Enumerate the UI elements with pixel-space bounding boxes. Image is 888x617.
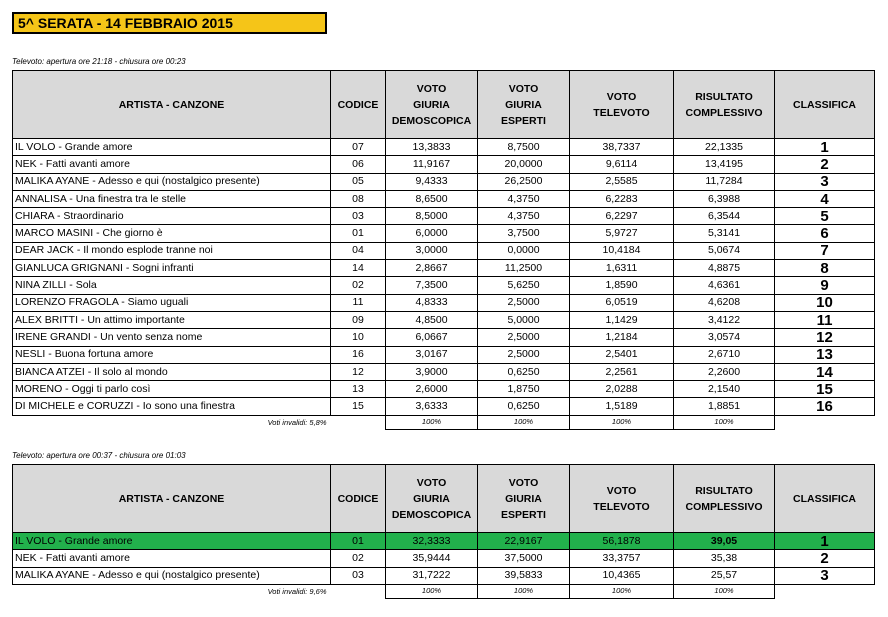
song-title: - Adesso e qui (nostalgico presente): [89, 569, 260, 582]
demo-pct: 100%: [386, 415, 478, 429]
artist-song-cell: [13, 567, 331, 584]
result-cell: 6,3544: [674, 208, 775, 225]
demo-vote-cell: 8,6500: [386, 190, 478, 207]
televote-cell: 56,1878: [570, 533, 674, 550]
rank-cell: 6: [775, 225, 875, 242]
artist-name: BIANCA ATZEI: [15, 365, 85, 378]
code-cell: 07: [331, 139, 386, 156]
demo-vote-cell: 11,9167: [386, 156, 478, 173]
song-title: - Un vento senza nome: [90, 330, 203, 343]
result-cell: 2,6710: [674, 346, 775, 363]
table-row: [13, 173, 875, 190]
demo-vote-cell: 2,6000: [386, 381, 478, 398]
result-cell: 2,2600: [674, 363, 775, 380]
artist-name: DI MICHELE e CORUZZI: [15, 400, 134, 413]
table-row: [13, 260, 875, 277]
code-cell: 04: [331, 242, 386, 259]
song-title: - Siamo uguali: [118, 296, 189, 309]
artist-song-cell: [13, 363, 331, 380]
experts-vote-cell: 37,5000: [478, 550, 570, 567]
footer-spacer: [775, 584, 875, 598]
demo-pct: 100%: [386, 584, 478, 598]
table-row: [13, 567, 875, 584]
header-experts: VOTO GIURIA ESPERTI: [478, 465, 570, 533]
demo-vote-cell: 2,8667: [386, 260, 478, 277]
rank-cell: 10: [775, 294, 875, 311]
artist-song-cell: [13, 311, 331, 328]
header-rank: CLASSIFICA: [775, 465, 875, 533]
artist-name: ALEX BRITTI: [15, 313, 79, 326]
code-cell: 13: [331, 381, 386, 398]
header-row: [13, 465, 875, 533]
experts-vote-cell: 0,6250: [478, 398, 570, 415]
code-cell: 16: [331, 346, 386, 363]
table-row: [13, 242, 875, 259]
televote-cell: 10,4184: [570, 242, 674, 259]
code-cell: 06: [331, 156, 386, 173]
result-cell: 4,6361: [674, 277, 775, 294]
song-title: - Il solo al mondo: [84, 365, 168, 378]
artist-song-cell: [13, 329, 331, 346]
song-title: - Sola: [66, 279, 97, 292]
result-cell: 5,0674: [674, 242, 775, 259]
table-row: [13, 381, 875, 398]
code-cell: 15: [331, 398, 386, 415]
header-result: RISULTATO COMPLESSIVO: [674, 465, 775, 533]
artist-name: MALIKA AYANE: [15, 569, 90, 582]
song-title: - Grande amore: [55, 534, 133, 547]
song-title: - Adesso e qui (nostalgico presente): [89, 175, 260, 188]
table-row: [13, 398, 875, 415]
code-cell: 10: [331, 329, 386, 346]
artist-name: IL VOLO: [15, 140, 56, 153]
header-code: CODICE: [331, 465, 386, 533]
song-title: - Il mondo esplode tranne noi: [73, 244, 213, 257]
rank-cell: 2: [775, 156, 875, 173]
artist-song-cell: [13, 260, 331, 277]
experts-vote-cell: 8,7500: [478, 139, 570, 156]
experts-vote-cell: 2,5000: [478, 294, 570, 311]
artist-song-cell: [13, 294, 331, 311]
demo-vote-cell: 35,9444: [386, 550, 478, 567]
table-row: [13, 277, 875, 294]
tele-pct: 100%: [570, 415, 674, 429]
song-title: - Oggi ti parlo così: [62, 382, 151, 395]
result-cell: 35,38: [674, 550, 775, 567]
experts-vote-cell: 0,6250: [478, 363, 570, 380]
televote-cell: 1,8590: [570, 277, 674, 294]
televote-cell: 38,7337: [570, 139, 674, 156]
artist-song-cell: [13, 533, 331, 550]
rank-cell: 2: [775, 550, 875, 567]
result-cell: 3,4122: [674, 311, 775, 328]
artist-song-cell: [13, 242, 331, 259]
table-row: [13, 190, 875, 207]
song-title: - Fatti avanti amore: [36, 157, 130, 170]
song-title: - Una finestra tra le stelle: [66, 192, 186, 205]
artist-name: NEK: [15, 551, 37, 564]
artist-song-cell: [13, 156, 331, 173]
televote-cell: 10,4365: [570, 567, 674, 584]
rank-cell: 4: [775, 190, 875, 207]
invalid-votes: Voti invalidi: 5,8%: [267, 417, 327, 427]
televote-note-2: Televoto: apertura ore 00:37 - chiusura ore 01:03: [12, 451, 186, 460]
experts-vote-cell: 22,9167: [478, 533, 570, 550]
artist-song-cell: [13, 346, 331, 363]
song-title: - Fatti avanti amore: [36, 551, 130, 564]
table-row: [13, 225, 875, 242]
rank-cell: 3: [775, 173, 875, 190]
demo-vote-cell: 13,3833: [386, 139, 478, 156]
footer-spacer: [775, 415, 875, 429]
code-cell: 01: [331, 225, 386, 242]
header-code: CODICE: [331, 71, 386, 139]
demo-vote-cell: 6,0000: [386, 225, 478, 242]
footer-row: [13, 584, 875, 598]
invalid-votes: Voti invalidi: 9,6%: [267, 586, 327, 596]
televote-cell: 1,2184: [570, 329, 674, 346]
artist-name: MORENO: [15, 382, 63, 395]
demo-vote-cell: 7,3500: [386, 277, 478, 294]
experts-vote-cell: 4,3750: [478, 208, 570, 225]
table-row: [13, 550, 875, 567]
code-cell: 09: [331, 311, 386, 328]
televote-cell: 9,6114: [570, 156, 674, 173]
televote-cell: 6,0519: [570, 294, 674, 311]
experts-vote-cell: 3,7500: [478, 225, 570, 242]
tele-pct: 100%: [570, 584, 674, 598]
artist-name: MARCO MASINI: [15, 227, 94, 240]
artist-name: LORENZO FRAGOLA: [15, 296, 119, 309]
result-cell: 39,05: [674, 533, 775, 550]
demo-vote-cell: 8,5000: [386, 208, 478, 225]
result-cell: 22,1335: [674, 139, 775, 156]
televote-cell: 1,1429: [570, 311, 674, 328]
experts-vote-cell: 0,0000: [478, 242, 570, 259]
footer-spacer: [331, 415, 386, 429]
demo-vote-cell: 3,0167: [386, 346, 478, 363]
header-artist: ARTISTA - CANZONE: [13, 465, 331, 533]
televote-cell: 2,2561: [570, 363, 674, 380]
demo-vote-cell: 3,6333: [386, 398, 478, 415]
televote-cell: 33,3757: [570, 550, 674, 567]
results-table-2: [12, 464, 875, 599]
header-experts: VOTO GIURIA ESPERTI: [478, 71, 570, 139]
header-rank: CLASSIFICA: [775, 71, 875, 139]
result-cell: 6,3988: [674, 190, 775, 207]
artist-song-cell: [13, 173, 331, 190]
televote-cell: 6,2297: [570, 208, 674, 225]
code-cell: 03: [331, 567, 386, 584]
artist-song-cell: [13, 381, 331, 398]
televote-cell: 1,5189: [570, 398, 674, 415]
experts-pct: 100%: [478, 415, 570, 429]
result-cell: 13,4195: [674, 156, 775, 173]
table-row: [13, 139, 875, 156]
header-result: RISULTATO COMPLESSIVO: [674, 71, 775, 139]
experts-vote-cell: 11,2500: [478, 260, 570, 277]
artist-song-cell: [13, 208, 331, 225]
rank-cell: 1: [775, 139, 875, 156]
code-cell: 02: [331, 550, 386, 567]
experts-vote-cell: 2,5000: [478, 329, 570, 346]
song-title: - Un attimo importante: [78, 313, 185, 326]
rank-cell: 15: [775, 381, 875, 398]
artist-song-cell: [13, 190, 331, 207]
result-cell: 3,0574: [674, 329, 775, 346]
artist-name: NESLI: [15, 348, 46, 361]
televote-cell: 2,0288: [570, 381, 674, 398]
artist-name: NINA ZILLI: [15, 279, 67, 292]
artist-song-cell: [13, 398, 331, 415]
artist-name: IL VOLO: [15, 534, 56, 547]
rank-cell: 16: [775, 398, 875, 415]
artist-name: DEAR JACK: [15, 244, 74, 257]
rank-cell: 1: [775, 533, 875, 550]
artist-name: CHIARA: [15, 209, 55, 222]
experts-vote-cell: 2,5000: [478, 346, 570, 363]
result-cell: 1,8851: [674, 398, 775, 415]
table-row: [13, 346, 875, 363]
result-pct: 100%: [674, 584, 775, 598]
song-title: - Che giorno è: [93, 227, 163, 240]
rank-cell: 14: [775, 363, 875, 380]
experts-vote-cell: 1,8750: [478, 381, 570, 398]
code-cell: 14: [331, 260, 386, 277]
code-cell: 03: [331, 208, 386, 225]
demo-vote-cell: 4,8500: [386, 311, 478, 328]
result-cell: 4,6208: [674, 294, 775, 311]
table-row: [13, 533, 875, 550]
table-row: [13, 311, 875, 328]
demo-vote-cell: 31,7222: [386, 567, 478, 584]
results-table-1: [12, 70, 875, 430]
result-cell: 2,1540: [674, 381, 775, 398]
televote-note-1: Televoto: apertura ore 21:18 - chiusura ore 00:23: [12, 57, 186, 66]
televote-cell: 6,2283: [570, 190, 674, 207]
artist-song-cell: [13, 550, 331, 567]
televote-cell: 5,9727: [570, 225, 674, 242]
header-row: [13, 71, 875, 139]
rank-cell: 5: [775, 208, 875, 225]
header-tele: VOTO TELEVOTO: [570, 465, 674, 533]
table-row: [13, 208, 875, 225]
rank-cell: 12: [775, 329, 875, 346]
artist-name: NEK: [15, 157, 37, 170]
code-cell: 08: [331, 190, 386, 207]
experts-vote-cell: 5,0000: [478, 311, 570, 328]
rank-cell: 11: [775, 311, 875, 328]
code-cell: 12: [331, 363, 386, 380]
experts-vote-cell: 26,2500: [478, 173, 570, 190]
song-title: - Straordinario: [54, 209, 124, 222]
artist-song-cell: [13, 225, 331, 242]
demo-vote-cell: 4,8333: [386, 294, 478, 311]
televote-cell: 1,6311: [570, 260, 674, 277]
header-demo: VOTO GIURIA DEMOSCOPICA: [386, 71, 478, 139]
rank-cell: 13: [775, 346, 875, 363]
experts-vote-cell: 20,0000: [478, 156, 570, 173]
rank-cell: 7: [775, 242, 875, 259]
song-title: - Grande amore: [55, 140, 133, 153]
song-title: - Sogni infranti: [122, 261, 194, 274]
result-cell: 5,3141: [674, 225, 775, 242]
artist-name: GIANLUCA GRIGNANI: [15, 261, 123, 274]
page-title: 5^ SERATA - 14 FEBBRAIO 2015: [12, 12, 327, 34]
result-cell: 4,8875: [674, 260, 775, 277]
demo-vote-cell: 9,4333: [386, 173, 478, 190]
code-cell: 02: [331, 277, 386, 294]
experts-vote-cell: 4,3750: [478, 190, 570, 207]
televote-cell: 2,5585: [570, 173, 674, 190]
header-demo: VOTO GIURIA DEMOSCOPICA: [386, 465, 478, 533]
artist-song-cell: [13, 139, 331, 156]
demo-vote-cell: 3,0000: [386, 242, 478, 259]
table-row: [13, 363, 875, 380]
demo-vote-cell: 6,0667: [386, 329, 478, 346]
song-title: - Buona fortuna amore: [45, 348, 154, 361]
experts-vote-cell: 39,5833: [478, 567, 570, 584]
rank-cell: 3: [775, 567, 875, 584]
result-cell: 25,57: [674, 567, 775, 584]
rank-cell: 9: [775, 277, 875, 294]
code-cell: 01: [331, 533, 386, 550]
result-cell: 11,7284: [674, 173, 775, 190]
demo-vote-cell: 32,3333: [386, 533, 478, 550]
rank-cell: 8: [775, 260, 875, 277]
artist-name: IRENE GRANDI: [15, 330, 91, 343]
header-artist: ARTISTA - CANZONE: [13, 71, 331, 139]
table-row: [13, 329, 875, 346]
artist-song-cell: [13, 277, 331, 294]
table-row: [13, 156, 875, 173]
code-cell: 05: [331, 173, 386, 190]
experts-pct: 100%: [478, 584, 570, 598]
header-tele: VOTO TELEVOTO: [570, 71, 674, 139]
demo-vote-cell: 3,9000: [386, 363, 478, 380]
code-cell: 11: [331, 294, 386, 311]
table-row: [13, 294, 875, 311]
experts-vote-cell: 5,6250: [478, 277, 570, 294]
televote-cell: 2,5401: [570, 346, 674, 363]
song-title: - Io sono una finestra: [133, 400, 235, 413]
result-pct: 100%: [674, 415, 775, 429]
artist-name: ANNALISA: [15, 192, 67, 205]
footer-row: [13, 415, 875, 429]
artist-name: MALIKA AYANE: [15, 175, 90, 188]
footer-spacer: [331, 584, 386, 598]
